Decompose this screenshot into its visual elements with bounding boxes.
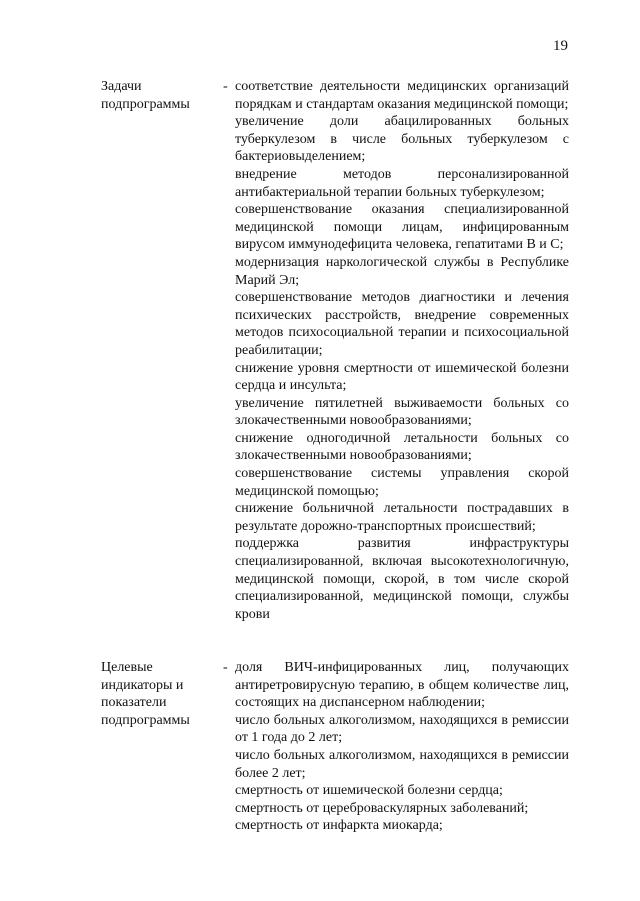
indicators-dash: - <box>223 660 228 675</box>
indicator-item: число больных алкоголизмом, находящихся в ремиссии от 1 года до 2 лет; <box>235 712 569 746</box>
indicator-item: число больных алкоголизмом, находящихся в ремиссии более 2 лет; <box>235 747 569 781</box>
tasks-list <box>235 78 569 623</box>
task-item: снижение одногодичной летальности больных со злокачественными новообразованиями; <box>235 430 569 464</box>
task-item: увеличение пятилетней выживаемости больных со злокачественными новообразованиями; <box>235 395 569 429</box>
task-item: модернизация наркологической службы в Республике Марий Эл; <box>235 254 569 288</box>
indicator-item: смертность от инфаркта миокарда; <box>235 818 443 834</box>
indicators-label: Целевые индикаторы и показатели подпрограммы <box>101 660 190 728</box>
task-item: снижение больничной летальности пострадавших в результате дорожно-транспортных происшествий; <box>235 501 569 534</box>
indicator-item: смертность от ишемической болезни сердца; <box>235 783 503 799</box>
indicator-item: смертность от цереброваскулярных заболеваний; <box>235 800 529 816</box>
task-item: поддержка развития инфраструктуры специализированной, включая высокотехнологичную, медицинской помощи, скорой, в том числе скорой специализированной, медицинской помощи, службы крови <box>235 536 569 622</box>
indicators-list <box>235 659 569 835</box>
task-item: снижение уровня смертности от ишемической болезни сердца и инсульта; <box>235 360 569 394</box>
indicator-item: доля ВИЧ-инфицированных лиц, получающих антиретровирусную терапию, в общем количестве лиц, состоящих на диспансерном наблюдении; <box>235 660 569 711</box>
tasks-dash: - <box>223 79 228 94</box>
task-item: совершенствование методов диагностики и лечения психических расстройств, внедрение современных методов психосоциальной терапии и психосоциальной реабилитации; <box>235 290 569 358</box>
task-item: увеличение доли абацилированных больных туберкулезом в числе больных туберкулезом с бактериовыделением; <box>235 114 569 165</box>
task-item: совершенствование системы управления скорой медицинской помощью; <box>235 466 569 499</box>
task-item: совершенствование оказания специализированной медицинской помощи лицам, инфицированным вирусом иммунодефицита человека, гепатитами B и C; <box>235 202 569 253</box>
task-item: внедрение методов персонализированной антибактериальной терапии больных туберкулезом; <box>235 166 569 200</box>
tasks-label: Задачи подпрограммы <box>101 79 190 112</box>
task-item: соответствие деятельности медицинских организаций порядкам и стандартам оказания медицинской помощи; <box>235 79 569 112</box>
page-number: 19 <box>553 38 568 54</box>
